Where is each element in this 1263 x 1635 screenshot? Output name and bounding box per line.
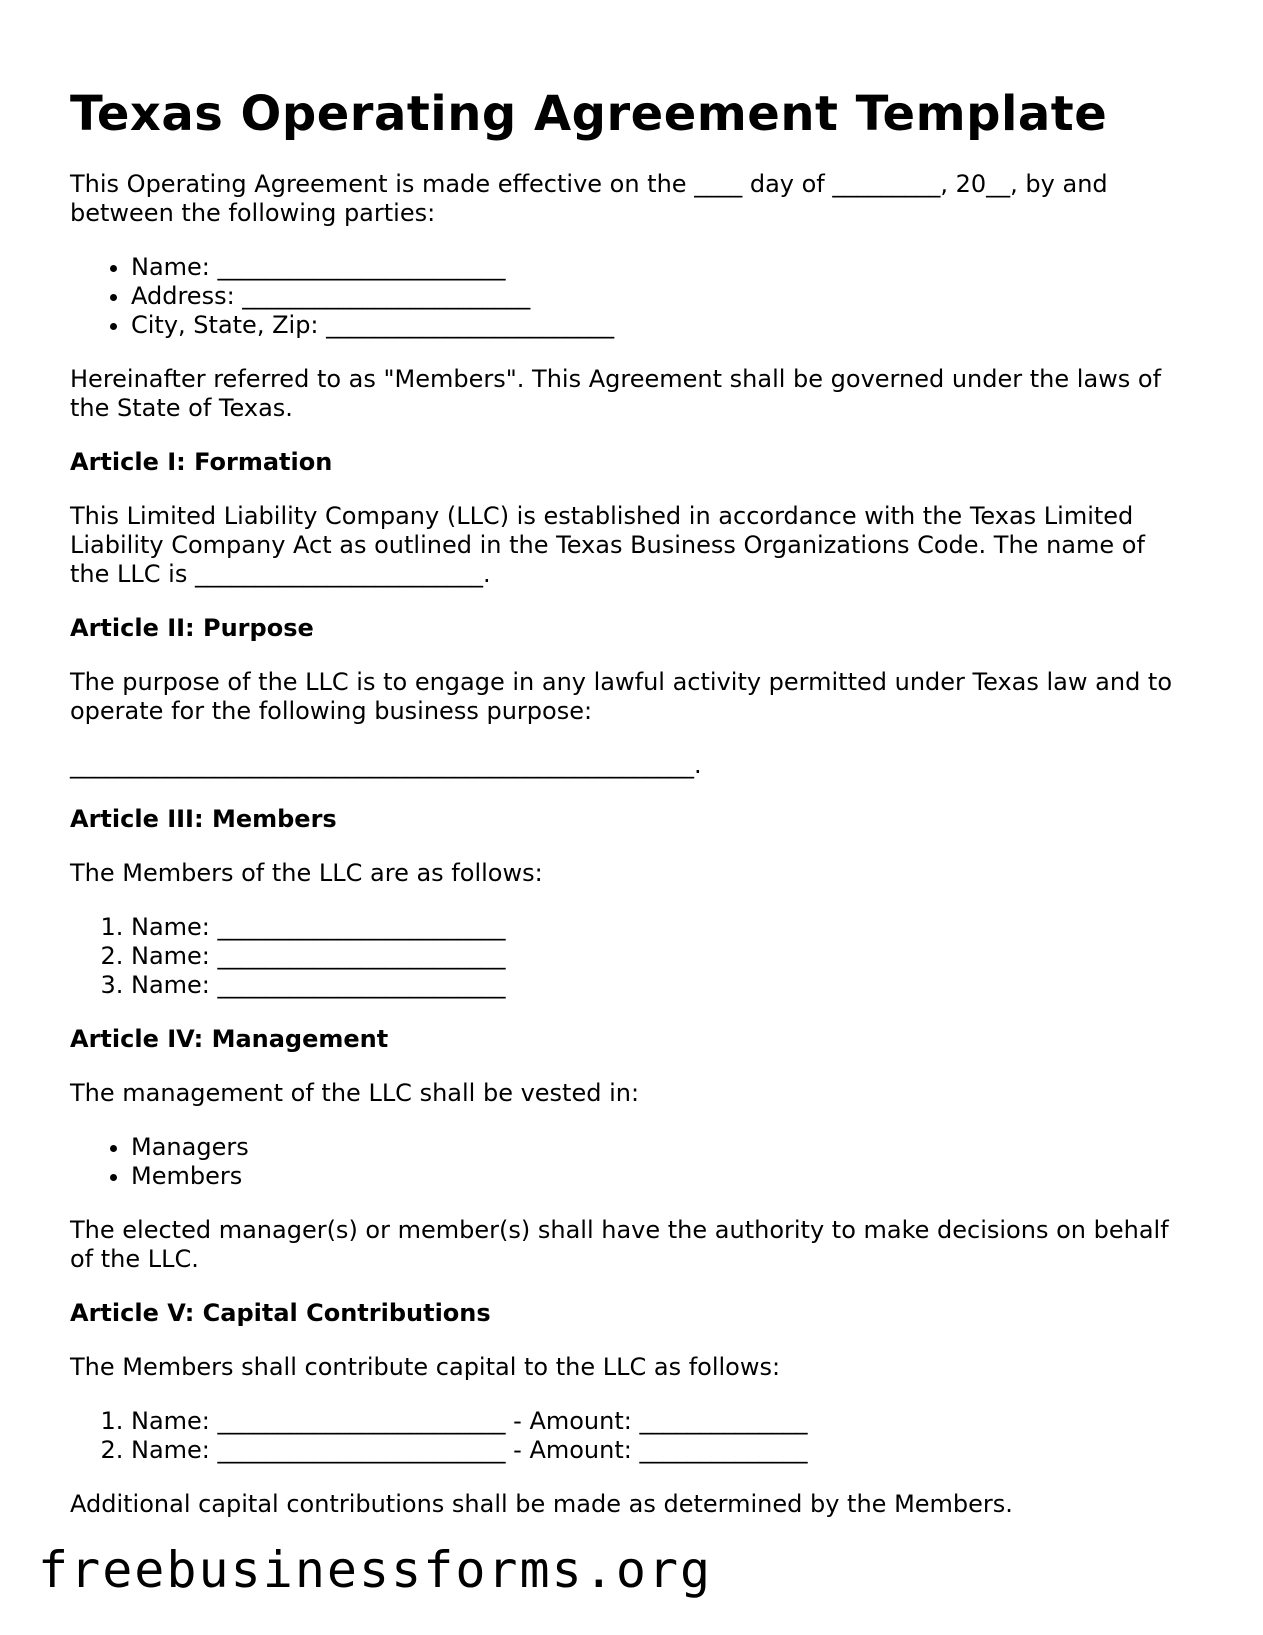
management-options-list [70,1133,1180,1191]
article-2-heading: Article II: Purpose [70,614,314,642]
article-5-text: The Members shall contribute capital to the LLC as follows: [70,1353,781,1381]
document-page [70,84,1180,1544]
party-name-line: • Name: ________________________ [131,253,1180,282]
party-address-line: • Address: ________________________ [131,282,1180,311]
article-1-heading: Article I: Formation [70,448,333,476]
article-4-heading: Article IV: Management [70,1025,389,1053]
management-option-members: • Members [131,1162,1180,1191]
article-4-text: The management of the LLC shall be vested in: [70,1079,640,1107]
intro-paragraph: This Operating Agreement is made effective on the ____ day of _________, 20__, by and between the following parties: [70,170,1108,227]
contribution-line: 1. Name: ________________________ - Amount: ______________ [131,1407,1180,1436]
member-line: 3. Name: ________________________ [131,971,1180,1000]
member-line: 2. Name: ________________________ [131,942,1180,971]
article-3-text: The Members of the LLC are as follows: [70,859,543,887]
watermark: freebusinessforms.org [38,1541,713,1599]
article-5-after-text: Additional capital contributions shall be made as determined by the Members. [70,1490,1013,1518]
contribution-line: 2. Name: ________________________ - Amount: ______________ [131,1436,1180,1465]
party-city-line: • City, State, Zip: ________________________ [131,311,1180,340]
management-option-managers: • Managers [131,1133,1180,1162]
hereinafter-paragraph: Hereinafter referred to as "Members". This Agreement shall be governed under the laws of the State of Texas. [70,365,1162,422]
member-line: 1. Name: ________________________ [131,913,1180,942]
parties-list [70,253,1180,340]
article-5-heading: Article V: Capital Contributions [70,1299,491,1327]
article-3-heading: Article III: Members [70,805,337,833]
article-2-text: The purpose of the LLC is to engage in any lawful activity permitted under Texas law and to operate for the following business purpose: [70,668,1173,725]
article-2-purpose-blank: ____________________________________________________. [70,751,702,779]
contributions-list [70,1407,1180,1465]
article-4-after-text: The elected manager(s) or member(s) shall have the authority to make decisions on behalf of the LLC. [70,1216,1169,1273]
article-1-text: This Limited Liability Company (LLC) is established in accordance with the Texas Limited Liability Company Act as outlined in the Texas Business Organizations Code. The name of the LLC is ________________________. [70,502,1145,588]
members-list [70,913,1180,1000]
document-title: Texas Operating Agreement Template [70,86,1108,142]
